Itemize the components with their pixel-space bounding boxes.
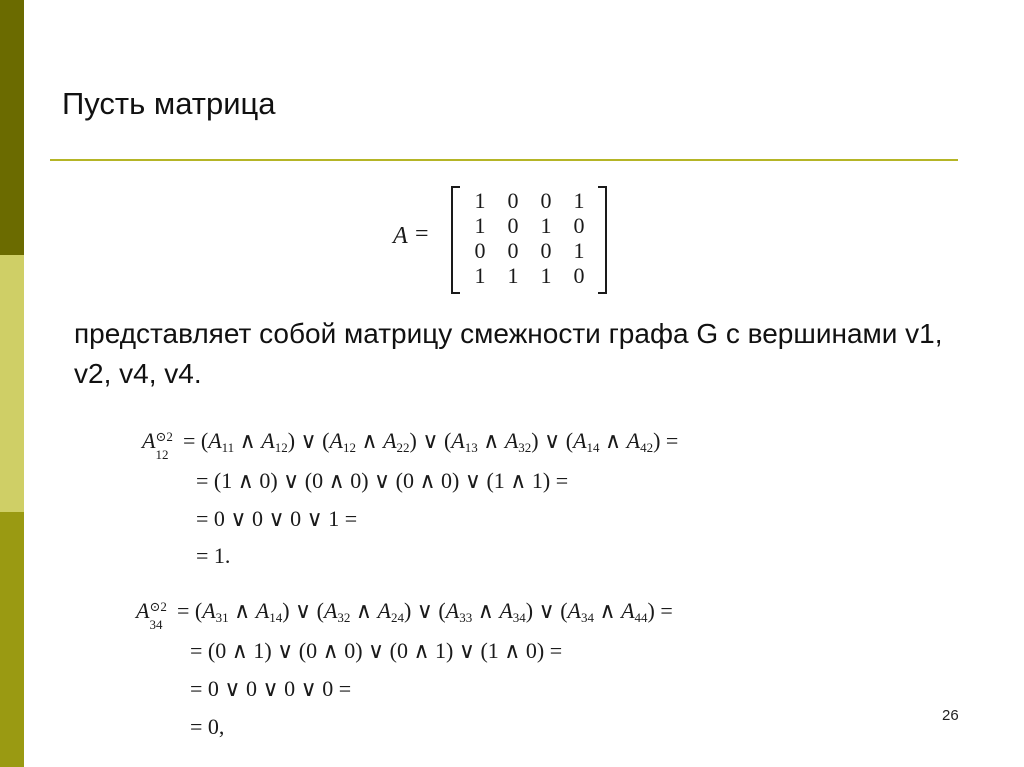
formula2-lhs-sub: 34: [149, 617, 163, 632]
slide-title: Пусть матрица: [62, 86, 276, 121]
formula-variable: A: [573, 428, 587, 453]
formula-variable: A: [504, 428, 519, 453]
formula-subscript: 34: [580, 610, 594, 625]
formula-subscript: 34: [512, 610, 526, 625]
formula-variable: A: [208, 428, 222, 453]
matrix-name: A: [393, 223, 408, 249]
formula-subscript: 31: [215, 610, 229, 625]
matrix-cell: 1: [474, 188, 486, 213]
matrix-cell: 0: [507, 213, 519, 238]
formula1-line1: [142, 426, 678, 463]
accent-bar-middle: [0, 255, 24, 512]
formula1-terms: [177, 428, 678, 453]
matrix-equals: =: [415, 221, 429, 247]
formula-variable: A: [567, 598, 581, 623]
formula-operator: ) ∨ (: [531, 428, 574, 453]
formula-subscript: 32: [337, 610, 351, 625]
formula-subscript: 24: [390, 610, 404, 625]
formula-subscript: 14: [586, 440, 600, 455]
formula-subscript: 42: [640, 440, 654, 455]
formula-variable: A: [451, 428, 465, 453]
formula-operator: ∧: [599, 428, 627, 453]
matrix-cell: 0: [540, 188, 552, 213]
formula-subscript: 22: [396, 440, 410, 455]
formula-operator: ∧: [477, 428, 505, 453]
formula-subscript: 12: [342, 440, 356, 455]
formula1-lhs-sup: ⊙2: [155, 429, 173, 444]
formula-subscript: 33: [459, 610, 473, 625]
formula-variable: A: [323, 598, 338, 623]
formula-operator: ∧: [228, 598, 256, 623]
formula2-lhs-base: A: [136, 598, 150, 623]
matrix-cell: 0: [474, 238, 486, 263]
formula-operator: ) =: [653, 428, 679, 453]
formula-operator: ) ∨ (: [282, 598, 324, 623]
matrix-cell: 0: [573, 263, 585, 288]
formula2-line1: [136, 596, 673, 633]
formula-subscript: 14: [269, 610, 283, 625]
formula-subscript: 12: [274, 440, 288, 455]
formula2-lhs-sup: ⊙2: [149, 599, 167, 614]
matrix-cell: 1: [573, 238, 585, 263]
formula1-lhs-base: A: [142, 428, 156, 453]
formula2-line4: = 0,: [190, 714, 225, 739]
body-text: представляет собой матрицу смежности графа G с вершинами v1, v2, v4, v4.: [74, 318, 943, 389]
matrix-cell: 1: [507, 263, 519, 288]
formula-variable: A: [445, 598, 460, 623]
formula1-line4: = 1.: [196, 543, 231, 568]
formula-operator: ) ∨ (: [403, 598, 446, 623]
formula-operator: ∧: [472, 598, 500, 623]
formula-subscript: 11: [221, 440, 235, 455]
page-number: 26: [942, 707, 959, 724]
formula-operator: ) =: [647, 598, 673, 623]
formula-operator: ∧: [234, 428, 262, 453]
formula-variable: A: [329, 428, 343, 453]
formula1-lhs-sub: 12: [155, 447, 169, 462]
formula-operator: ∧: [355, 428, 384, 453]
matrix-left-bracket: [451, 186, 460, 294]
formula1-line3: = 0 ∨ 0 ∨ 0 ∨ 1 =: [196, 506, 358, 531]
formula-variable: A: [621, 598, 635, 623]
formula-operator: ) ∨ (: [287, 428, 330, 453]
formula-subscript: 13: [464, 440, 478, 455]
formula-variable: A: [255, 598, 270, 623]
formula-variable: A: [499, 598, 513, 623]
formula-variable: A: [383, 428, 397, 453]
matrix-cell: 1: [540, 263, 552, 288]
formula-variable: A: [202, 598, 216, 623]
formula-variable: A: [377, 598, 391, 623]
matrix-cell: 1: [474, 213, 486, 238]
formula-operator: ) ∨ (: [525, 598, 568, 623]
matrix-cell: 0: [507, 238, 519, 263]
formula-subscript: 32: [518, 440, 532, 455]
matrix-cell: 0: [540, 238, 552, 263]
accent-bar-bottom: [0, 512, 24, 767]
matrix-cell: 1: [540, 213, 552, 238]
title-divider: [50, 159, 958, 161]
matrix-right-bracket: [598, 186, 607, 294]
formula1-line2: = (1 ∧ 0) ∨ (0 ∧ 0) ∨ (0 ∧ 0) ∨ (1 ∧ 1) =: [196, 468, 569, 493]
formula-operator: ) ∨ (: [409, 428, 452, 453]
formula-operator: ∧: [593, 598, 622, 623]
accent-bar-top: [0, 0, 24, 255]
left-accent-bar: [0, 0, 24, 767]
matrix-cell: 1: [573, 188, 585, 213]
formula-operator: = (: [177, 428, 209, 453]
formula-operator: ∧: [350, 598, 378, 623]
matrix-cell: 1: [474, 263, 486, 288]
formula2-line2: = (0 ∧ 1) ∨ (0 ∧ 0) ∨ (0 ∧ 1) ∨ (1 ∧ 0) =: [190, 638, 563, 663]
formula-subscript: 44: [634, 610, 648, 625]
formula2-line3: = 0 ∨ 0 ∨ 0 ∨ 0 =: [190, 676, 352, 701]
matrix-cell: 0: [507, 188, 519, 213]
formula2-terms: [171, 598, 672, 623]
formula-variable: A: [261, 428, 275, 453]
matrix-cell: 0: [573, 213, 585, 238]
formula-variable: A: [626, 428, 641, 453]
formula-operator: = (: [171, 598, 203, 623]
